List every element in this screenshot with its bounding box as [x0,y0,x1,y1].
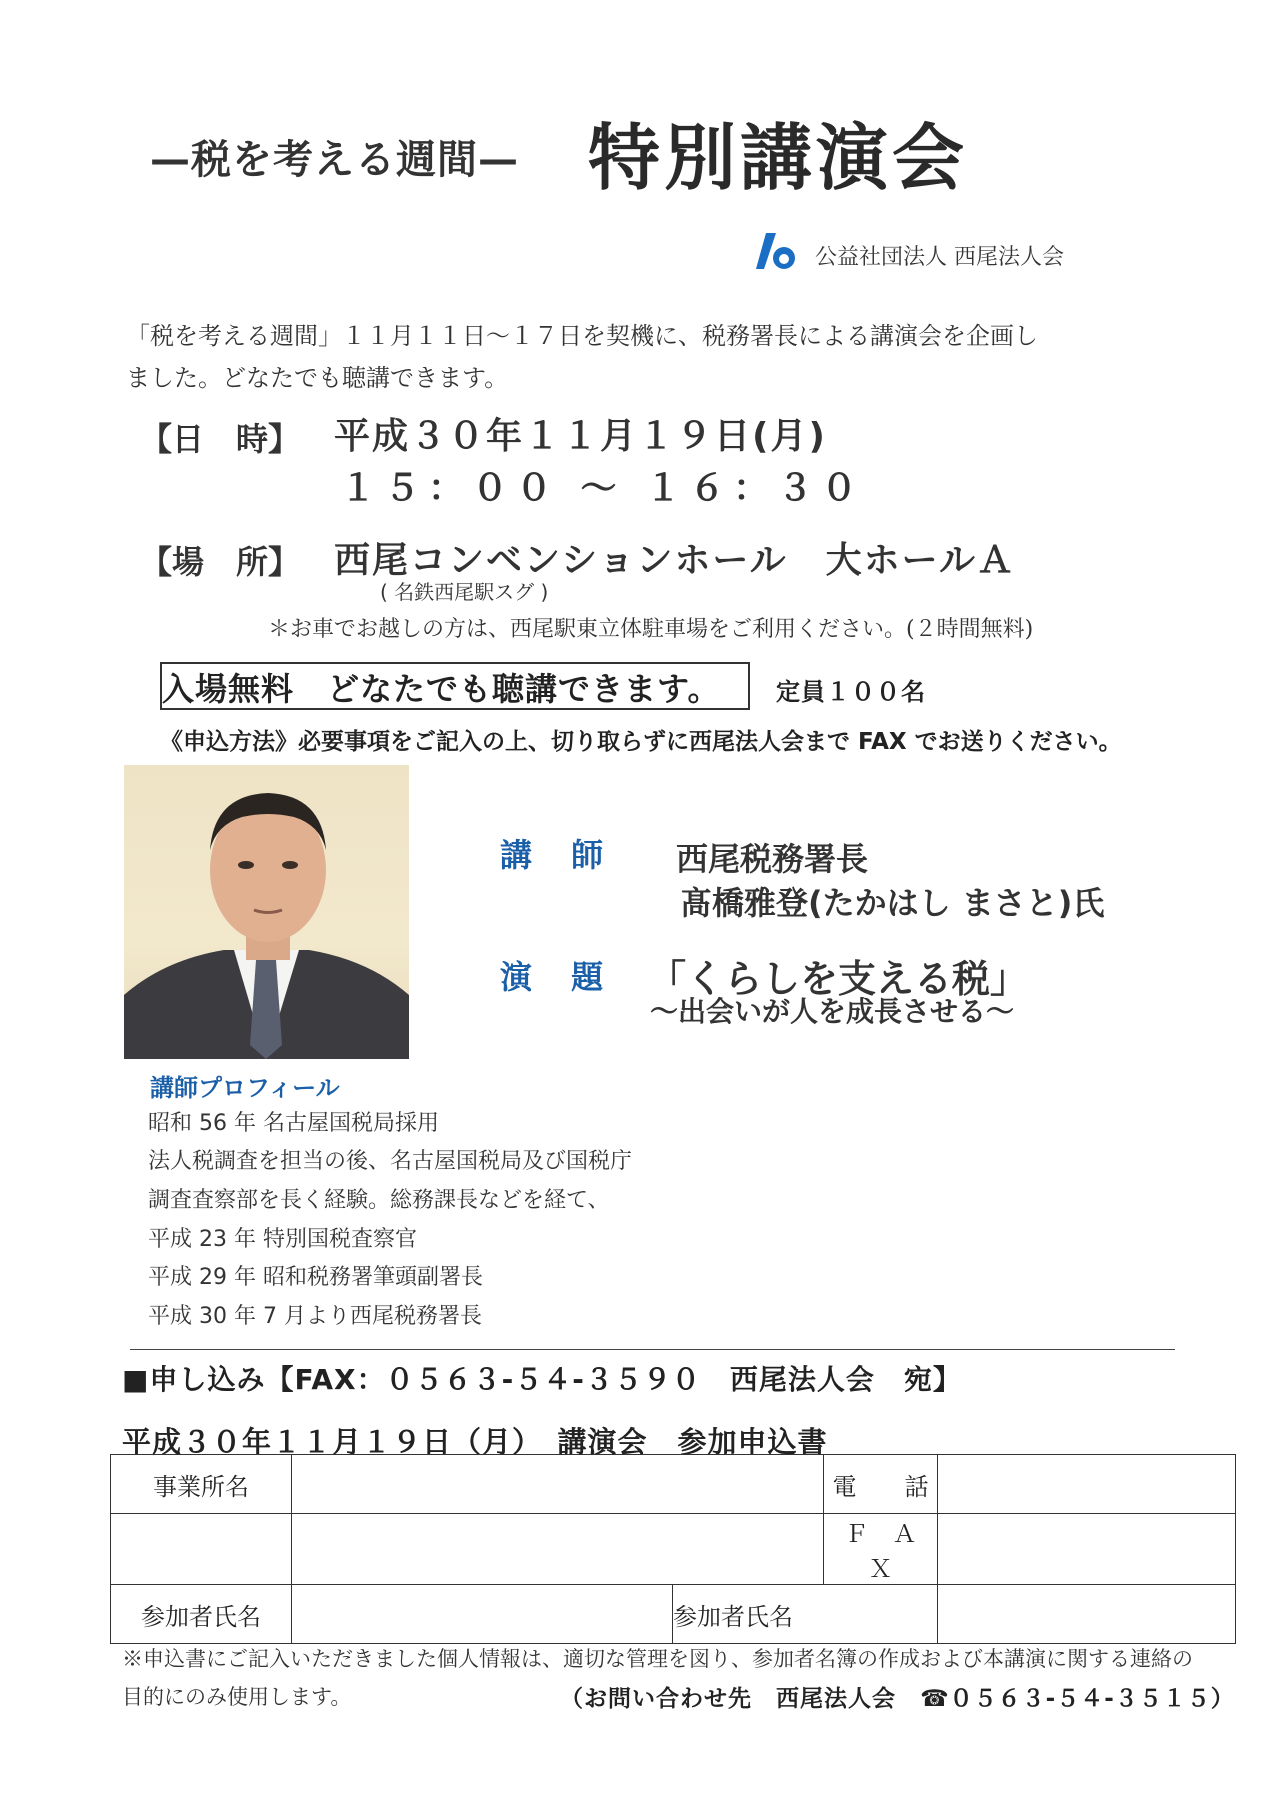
profile-line: 昭和 56 年 名古屋国税局採用 [148,1111,439,1136]
form-title: 平成３０年１１月１９日（月） 講演会 参加申込書 [122,1425,828,1459]
lecturer-photo [124,765,409,1059]
profile-line: 調査査察部を長く経験。総務課長などを経て、 [148,1188,610,1213]
lecture-topic: 「くらしを支える税」 [648,957,1029,1001]
sub-title: —税を考える週間— [150,137,519,183]
participant-name-label: 参加者氏名 [111,1585,292,1644]
page-title: 特別講演会 [588,116,969,200]
fax-application-line: ■申し込み【FAX：０５６３-５４-３５９０ 西尾法人会 宛】 [122,1363,962,1396]
office-name-label: 事業所名 [111,1455,292,1514]
participant-name-field[interactable] [292,1585,673,1644]
application-method: 《申込方法》必要事項をご記入の上、切り取らずに西尾法人会まで FAX でお送りください。 [160,729,1122,755]
profile-title: 講師プロフィール [150,1074,340,1102]
topic-label: 演 題 [500,958,618,996]
capacity: 定員１００名 [776,678,926,706]
profile-line: 平成 29 年 昭和税務署筆頭副署長 [148,1265,483,1290]
venue-name: 西尾コンベンションホール 大ホールＡ [334,540,1015,581]
datetime-label: 【日 時】 [140,420,301,458]
profile-line: 法人税調査を担当の後、名古屋国税局及び国税庁 [148,1149,633,1174]
event-date: 平成３０年１１月１９日(月) [334,416,827,457]
blank-label-cell [111,1514,292,1585]
participant-name-field[interactable] [938,1585,1236,1644]
divider [130,1349,1175,1350]
event-time: １５：００ ～ １６：３０ [340,468,866,509]
fax-field[interactable] [938,1514,1236,1585]
privacy-line: 目的にのみ使用します。 [122,1685,352,1709]
organization-name: 公益社団法人 西尾法人会 [815,245,1064,270]
venue-label: 【場 所】 [140,543,301,581]
admission-text: 入場無料 どなたでも聴講できます。 [162,670,721,708]
lecturer-name: 髙橋雅登(たかはし まさと)氏 [680,884,1105,922]
intro-line: ました。どなたでも聴講できます。 [126,364,509,392]
form-row [111,1455,1236,1514]
application-form [110,1454,1236,1644]
office-name-field[interactable] [292,1455,824,1514]
lecture-subtitle: ～出会いが人を成長させる～ [650,995,1015,1028]
lecturer-label: 講 師 [500,836,618,874]
portrait-image [124,765,409,1059]
contact-info: （お問い合わせ先 西尾法人会 ☎０５６３-５４-３５１５） [560,1686,1235,1712]
intro-text [126,315,1038,399]
phone-field[interactable] [938,1455,1236,1514]
profile-line: 平成 30 年 7 月より西尾税務署長 [148,1304,482,1329]
fax-label: Ｆ Ａ Ｘ [824,1514,938,1585]
lecturer-title: 西尾税務署長 [676,840,869,878]
privacy-line: ※申込書にご記入いただきました個人情報は、適切な管理を図り、参加者名簿の作成および本講演に関する連絡の [122,1647,1193,1671]
form-row [111,1514,1236,1585]
form-row [111,1585,1236,1644]
hojinkai-logo-icon [756,233,798,269]
profile-line: 平成 23 年 特別国税査察官 [148,1227,417,1252]
intro-line: 「税を考える週間」１１月１１日～１７日を契機に、税務署長による講演会を企画し [126,322,1038,350]
office-name-field-extra[interactable] [292,1514,824,1585]
phone-label: 電 話 [824,1455,938,1514]
venue-access: ( 名鉄西尾駅スグ ) [380,580,549,604]
parking-note: ＊お車でお越しの方は、西尾駅東立体駐車場をご利用ください。(２時間無料) [268,617,1034,642]
participant-name-label: 参加者氏名 [673,1585,938,1644]
